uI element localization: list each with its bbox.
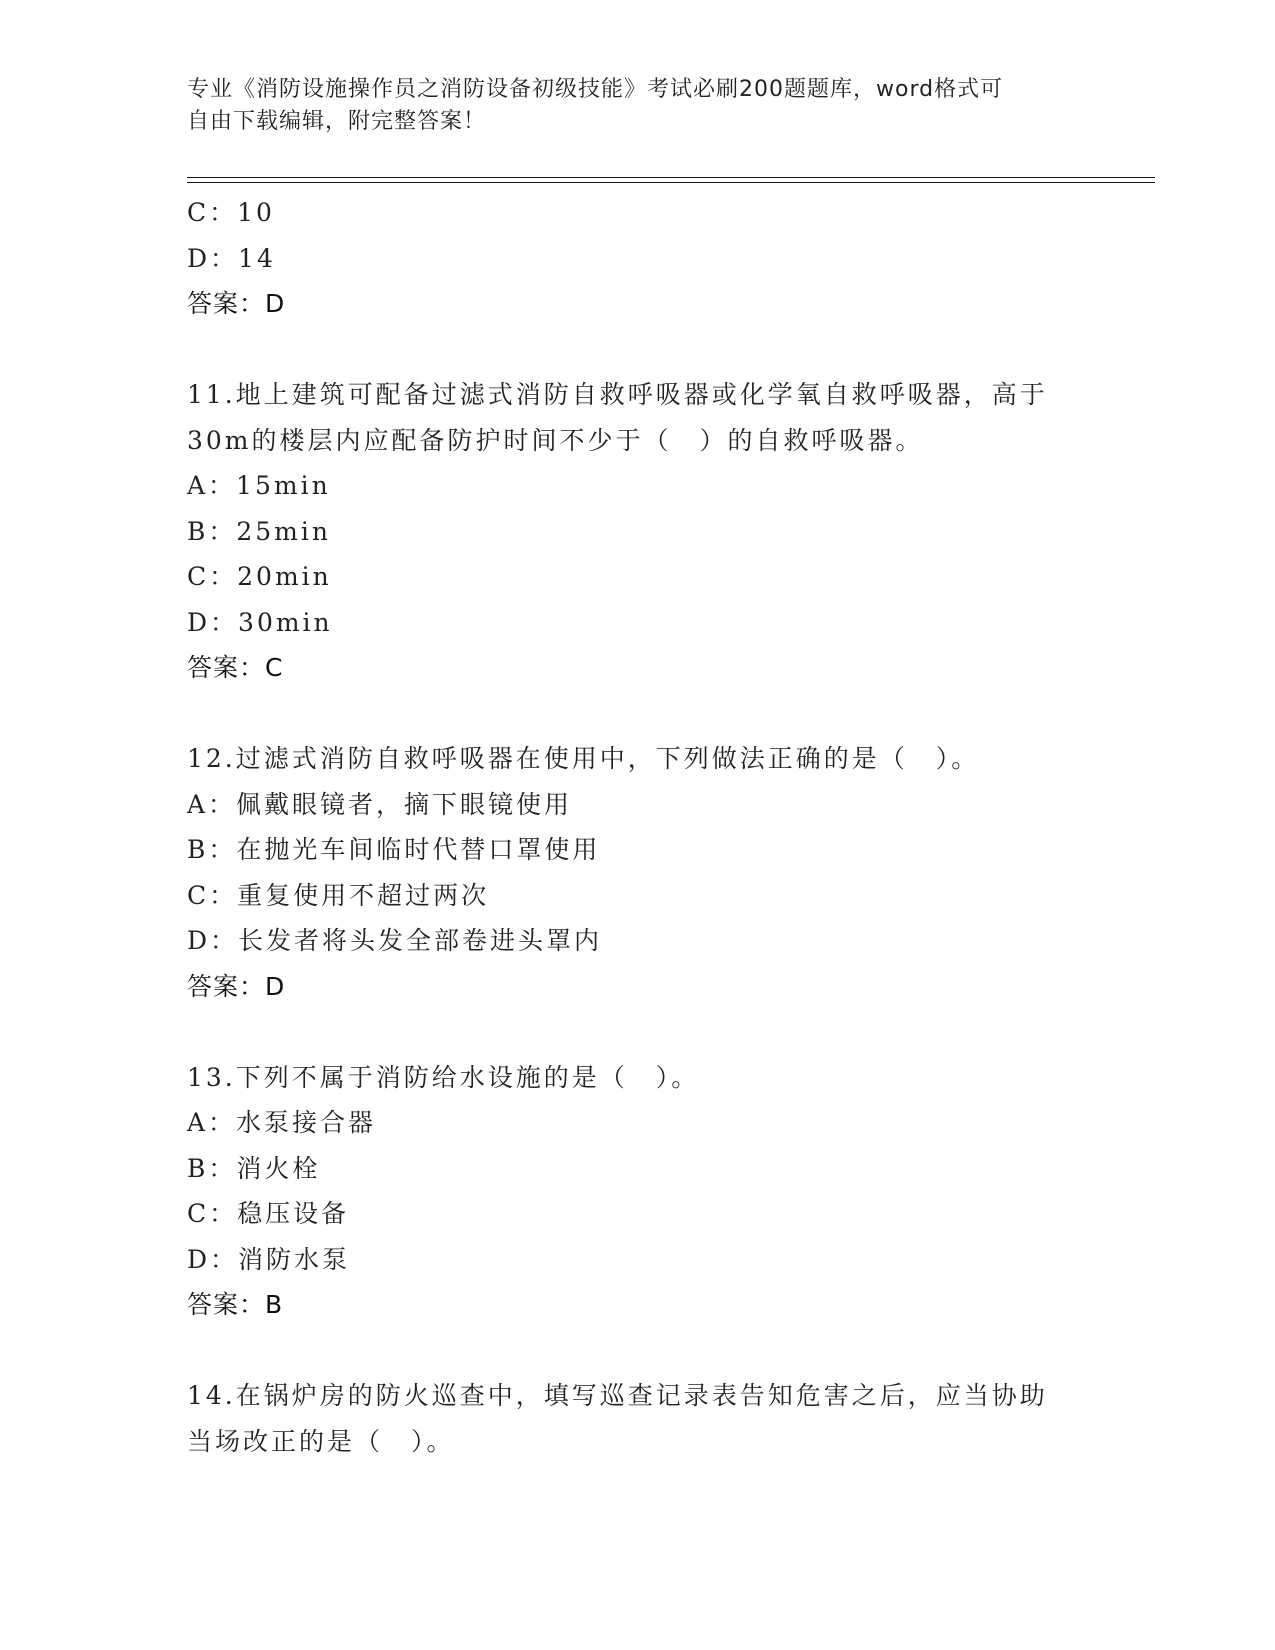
option-a: A：水泵接合器	[187, 1108, 377, 1137]
option-c: C：20min	[187, 562, 332, 591]
answer-line: 答案：D	[187, 289, 286, 318]
option-b: B：25min	[187, 516, 331, 546]
question-11	[187, 372, 1087, 691]
document-header	[187, 74, 1067, 138]
question-12	[187, 736, 1087, 1009]
spacer	[187, 691, 1087, 737]
spacer	[187, 1009, 1087, 1055]
answer-line: 答案：D	[187, 971, 286, 1001]
question-stem-continued: 30m的楼层内应配备防护时间不少于（ ）的自救呼吸器。	[187, 425, 924, 455]
question-stem: 14.在锅炉房的防火巡查中，填写巡查记录表告知危害之后，应当协助	[187, 1381, 1048, 1410]
spacer	[187, 1328, 1087, 1374]
header-line-2: 自由下载编辑，附完整答案！	[187, 109, 487, 134]
header-line-1: 专业《消防设施操作员之消防设备初级技能》考试必刷200题题库，word格式可	[187, 77, 1004, 102]
option-a: A：15min	[187, 471, 331, 500]
question-10-tail	[187, 190, 1087, 327]
question-stem-continued: 当场改正的是（ ）。	[187, 1426, 455, 1456]
option-c: C：10	[187, 198, 275, 227]
question-stem: 12.过滤式消防自救呼吸器在使用中，下列做法正确的是（ ）。	[187, 744, 980, 773]
question-stem: 11.地上建筑可配备过滤式消防自救呼吸器或化学氧自救呼吸器，高于	[187, 380, 1048, 409]
option-d: D：长发者将头发全部卷进头罩内	[187, 926, 603, 955]
option-a: A：佩戴眼镜者，摘下眼镜使用	[187, 789, 573, 819]
option-c: C：稳压设备	[187, 1199, 350, 1228]
option-d: D：30min	[187, 607, 333, 637]
header-rule-bottom	[187, 182, 1155, 183]
option-d: D：消防水泵	[187, 1244, 351, 1274]
option-d: D：14	[187, 243, 276, 273]
option-b: B：在抛光车间临时代替口罩使用	[187, 835, 601, 864]
answer-line: 答案：B	[187, 1290, 284, 1319]
question-13	[187, 1055, 1087, 1328]
question-stem: 13.下列不属于消防给水设施的是（ ）。	[187, 1062, 700, 1092]
option-c: C：重复使用不超过两次	[187, 880, 490, 910]
question-14	[187, 1373, 1087, 1464]
answer-line: 答案：C	[187, 653, 284, 682]
header-rule-top	[187, 177, 1155, 178]
question-content	[187, 190, 1087, 1464]
spacer	[187, 327, 1087, 373]
option-b: B：消火栓	[187, 1153, 321, 1183]
